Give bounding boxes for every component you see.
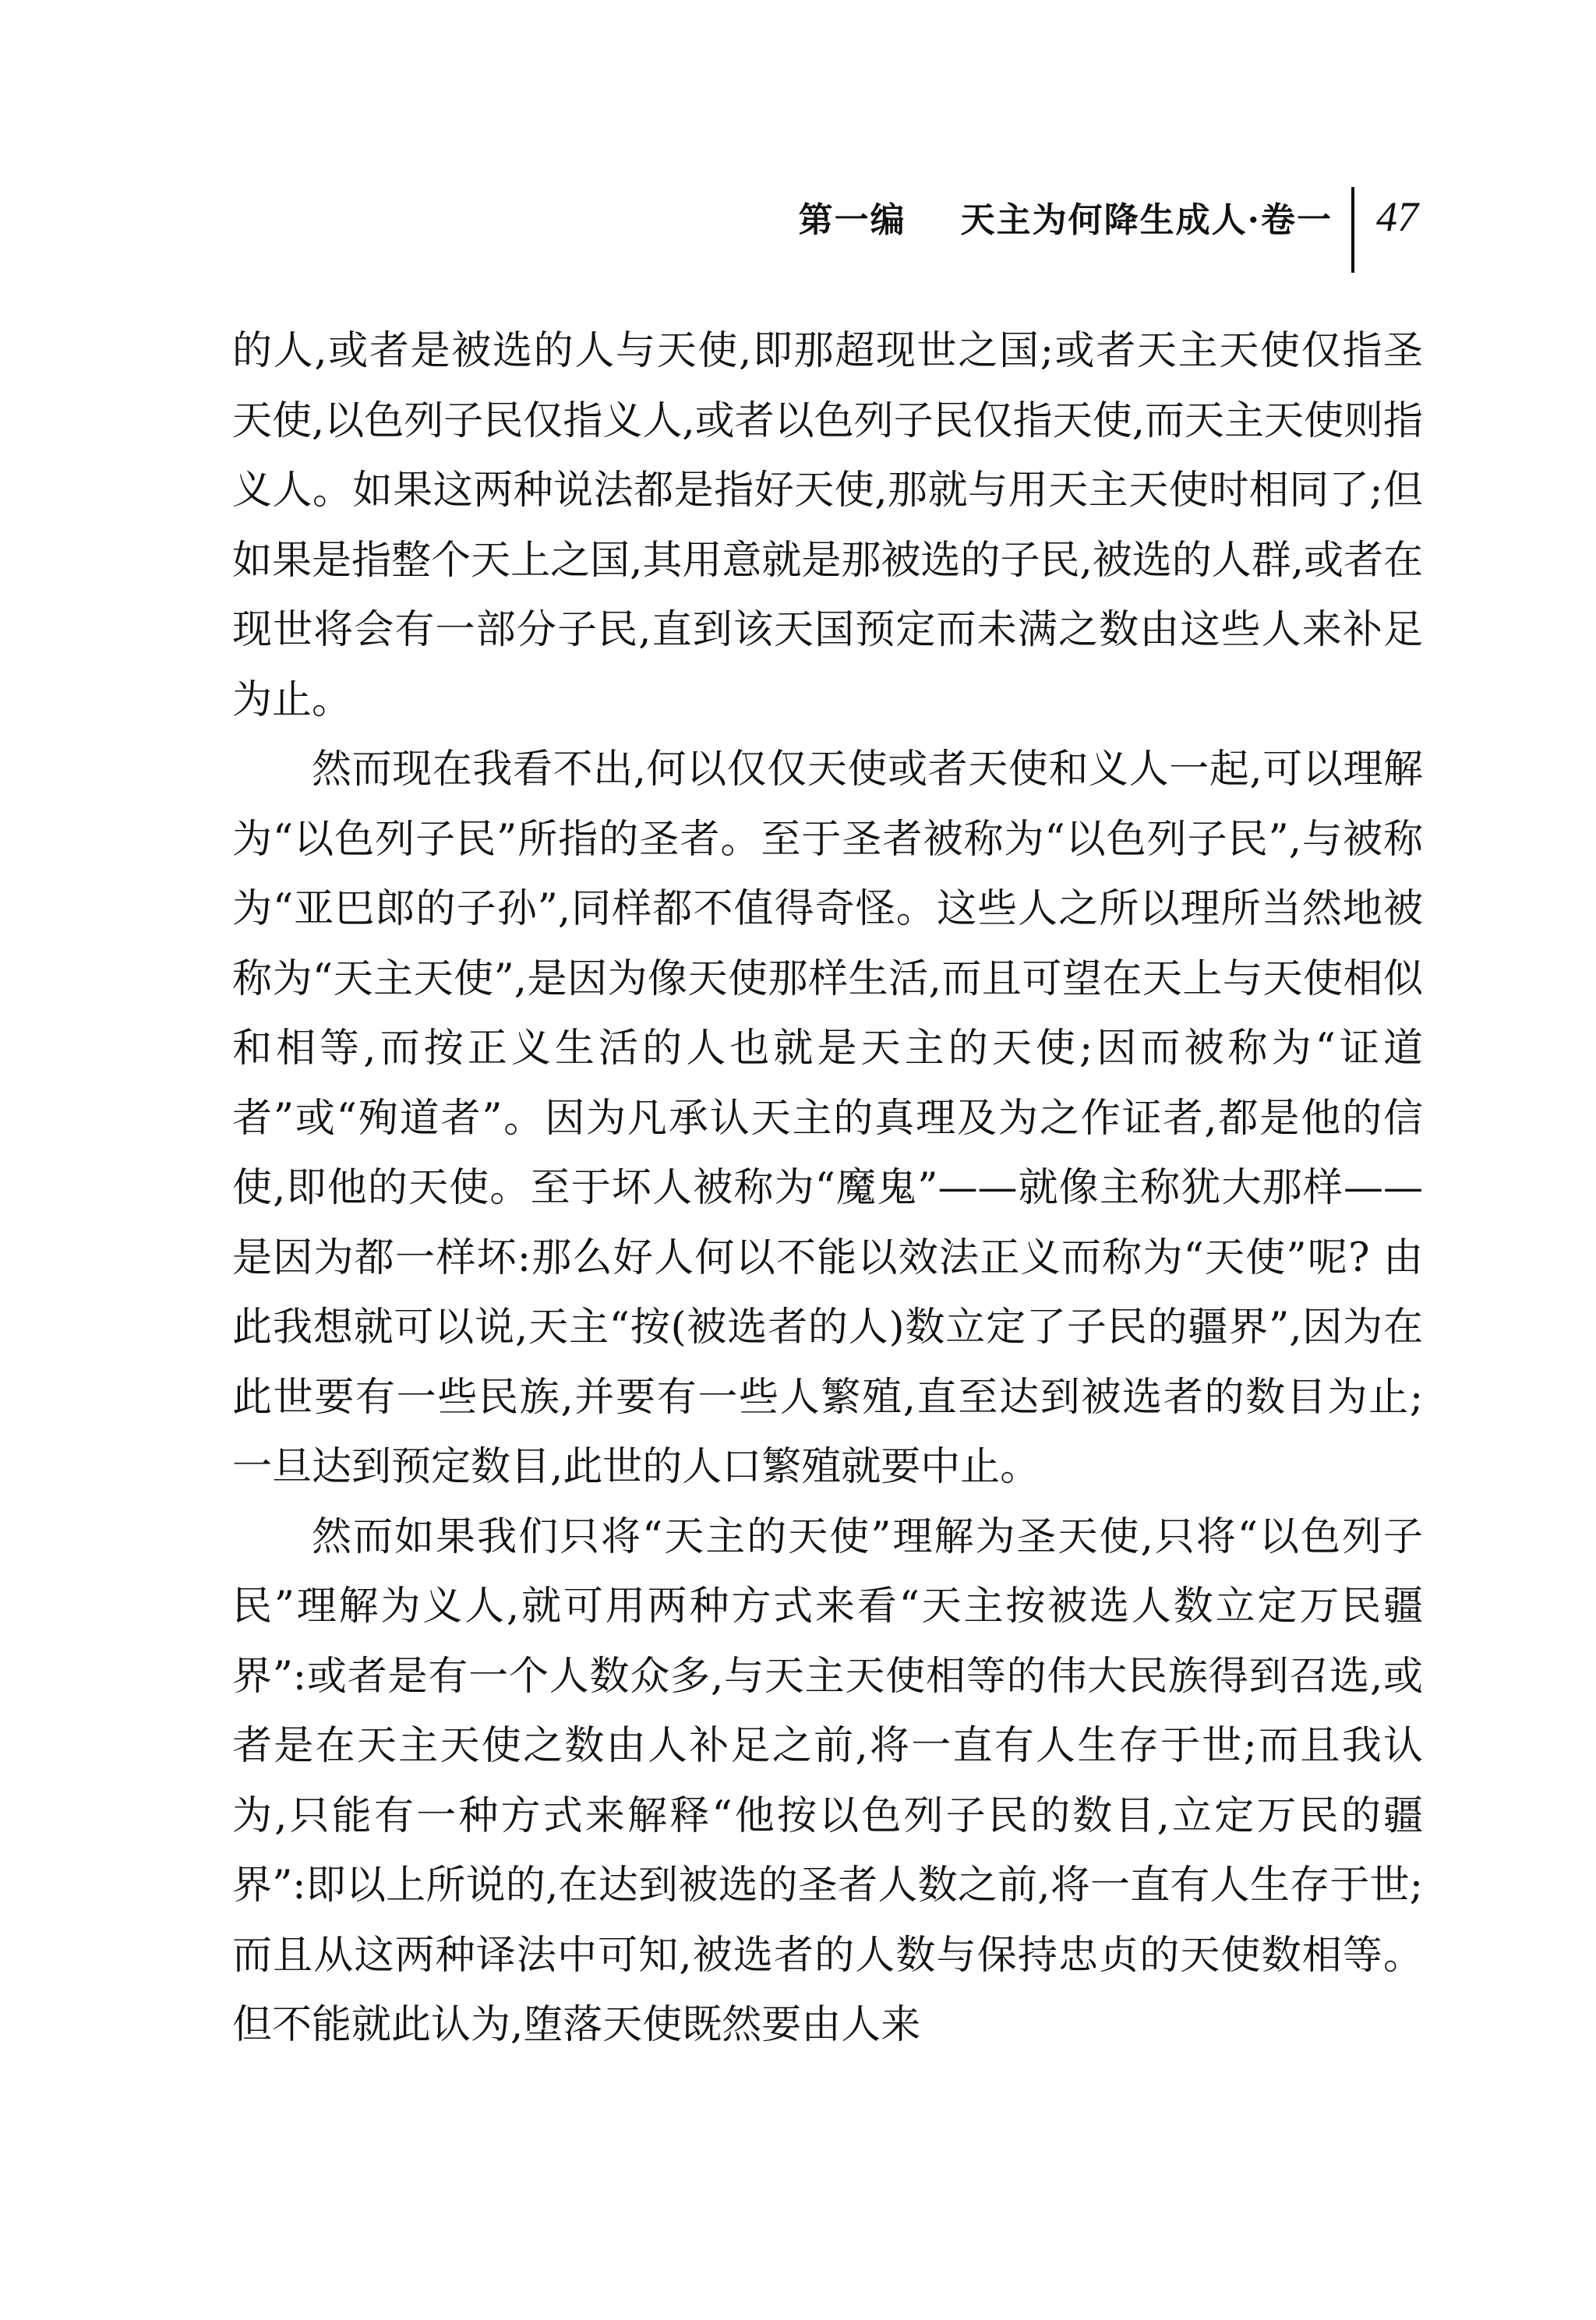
- body-text: [232, 316, 1423, 2060]
- chapter-title: 天主为何降生成人·卷一: [960, 200, 1333, 240]
- paragraph: 然而如果我们只将“天主的天使”理解为圣天使,只将“以色列子民”理解为义人,就可用两种方式来看“天主按被选人数立定万民疆界”:或者是有一个人数众多,与天主天使相等的伟大民族得到召选,或者是在天主天使之数由人补足之前,将一直有人生存于世;而且我认为,只能有一种方式来解释“他按以色列子民的数目,立定万民的疆界”:即以上所说的,在达到被选的圣者人数之前,将一直有人生存于世;而且从这两种译法中可知,被选者的人数与保持忠贞的天使数相等。但不能就此认为,堕落天使既然要由人来: [232, 1513, 1423, 2048]
- paragraph-continued: 的人,或者是被选的人与天使,即那超现世之国;或者天主天使仅指圣天使,以色列子民仅指义人,或者以色列子民仅指天使,而天主天使则指义人。如果这两种说法都是指好天使,那就与用天主天使时相同了;但如果是指整个天上之国,其用意就是那被选的子民,被选的人群,或者在现世将会有一部分子民,直到该天国预定而未满之数由这些人来补足为止。: [232, 328, 1423, 723]
- paragraph: 然而现在我看不出,何以仅仅天使或者天使和义人一起,可以理解为“以色列子民”所指的圣者。至于圣者被称为“以色列子民”,与被称为“亚巴郎的子孙”,同样都不值得奇怪。这些人之所以理所当然地被称为“天主天使”,是因为像天使那样生活,而且可望在天上与天使相似和相等,而按正义生活的人也就是天主的天使;因而被称为“证道者”或“殉道者”。因为凡承认天主的真理及为之作证者,都是他的信使,即他的天使。至于坏人被称为“魔鬼”——就像主称犹大那样——是因为都一样坏:那么好人何以不能以效法正义而称为“天使”呢? 由此我想就可以说,天主“按(被选者的人)数立定了子民的疆界”,因为在此世要有一些民族,并要有一些人繁殖,直至达到被选者的数目为止;一旦达到预定数目,此世的人口繁殖就要中止。: [232, 747, 1423, 1490]
- running-head: [799, 195, 1418, 238]
- section-title: 第一编: [798, 200, 906, 240]
- header-divider: [1351, 187, 1354, 273]
- page-number: 47: [1376, 193, 1418, 240]
